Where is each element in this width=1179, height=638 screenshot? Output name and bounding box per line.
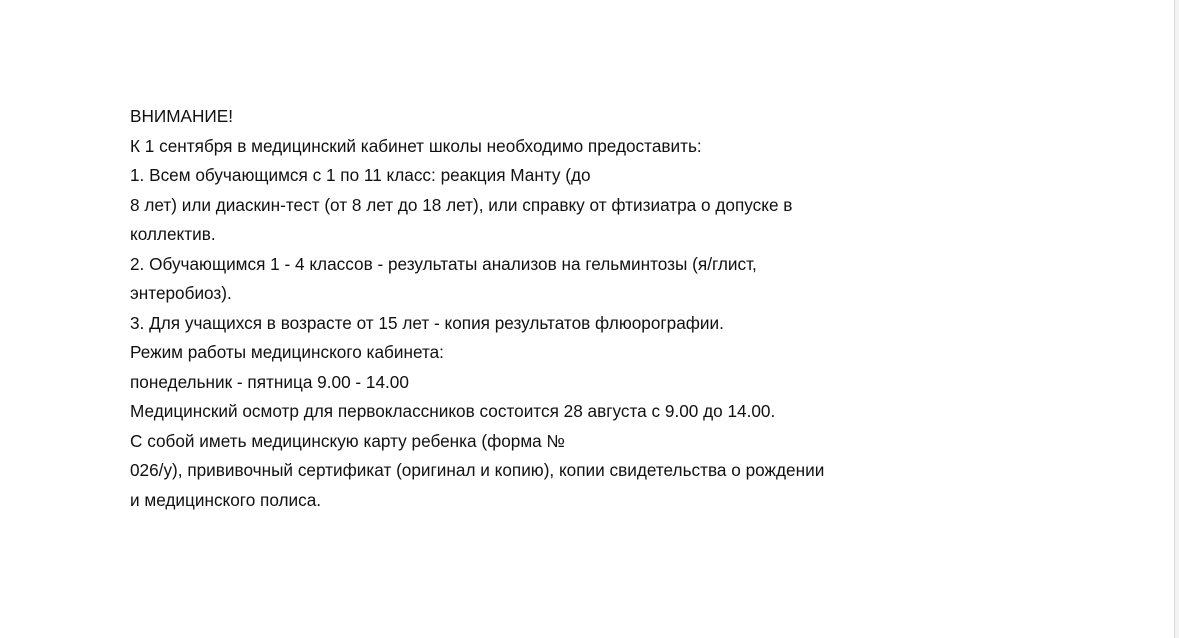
text-line: 2. Обучающимся 1 - 4 классов - результаты анализов на гельминтозы (я/глист, (130, 253, 757, 274)
text-line: энтеробиоз). (130, 283, 232, 303)
text-line: 026/у), прививочный сертификат (оригинал и копию), копии свидетельства о рождении (130, 460, 825, 480)
announcement-heading: ВНИМАНИЕ! (130, 106, 234, 126)
text-line: Медицинский осмотр для первоклассников состоится 28 августа с 9.00 до 14.00. (130, 401, 776, 421)
text-line: 1. Всем обучающимся с 1 по 11 класс: реакция Манту (до (130, 165, 591, 185)
text-line: С собой иметь медицинскую карту ребенка (форма № (130, 430, 565, 451)
text-line: и медицинского полиса. (130, 489, 322, 510)
text-line: 3. Для учащихся в возрасте от 15 лет - копия результатов флюорографии. (130, 312, 724, 333)
text-line: коллектив. (130, 224, 216, 244)
text-line: К 1 сентября в медицинский кабинет школы необходимо предоставить: (130, 135, 702, 156)
announcement-text (130, 102, 1090, 515)
text-line: Режим работы медицинского кабинета: (130, 342, 444, 362)
page-edge-divider (1174, 0, 1179, 638)
text-line: 8 лет) или диаскин-тест (от 8 лет до 18 лет), или справку от фтизиатра о допуске в (130, 194, 793, 215)
text-line: понедельник - пятница 9.00 - 14.00 (130, 371, 409, 392)
